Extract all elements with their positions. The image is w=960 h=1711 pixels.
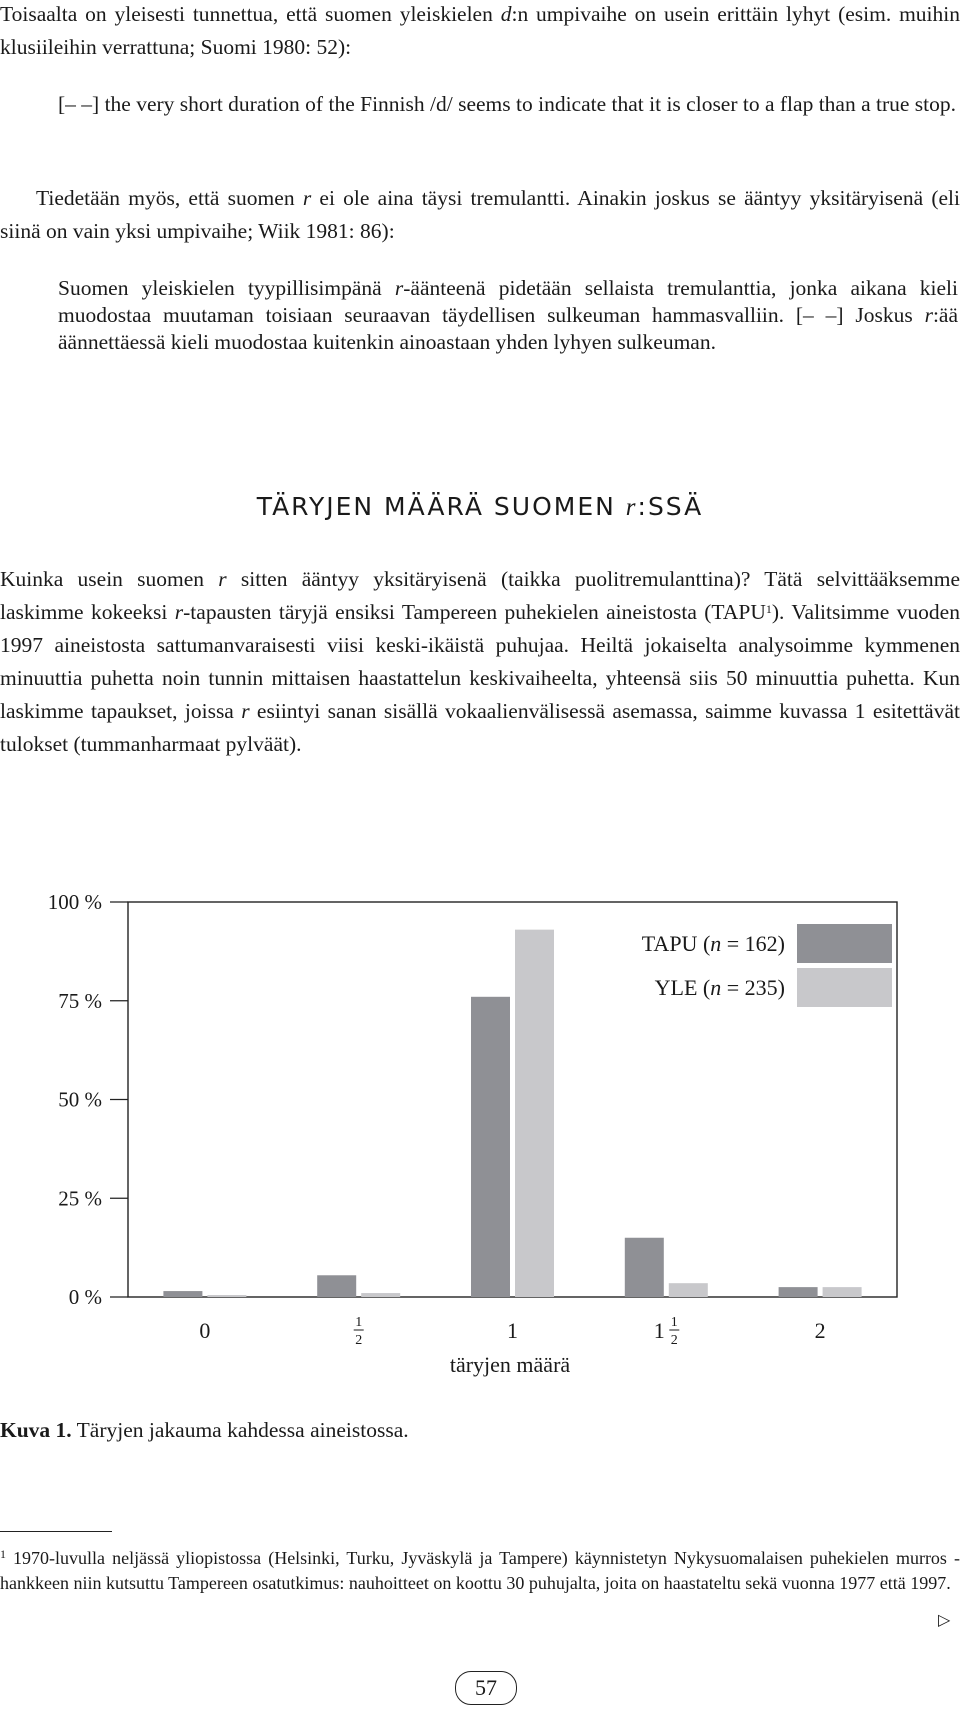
bar: [625, 1238, 664, 1297]
quote-2: Suomen yleiskielen tyypillisimpänä r-äänteenä pidetään sellaista tremulanttia, jonka aikana kieli muodostaa muutaman toisiaan seuraavan täydellisen sulkeuman hammasvalliin. [– –] Joskus r:ää äännettäessä kieli muodostaa kuitenkin ainoastaan yhden lyhyen sulkeuman.: [58, 276, 958, 354]
x-tick-label: [654, 1315, 680, 1348]
svg-text:2: 2: [670, 1333, 678, 1348]
x-axis-label: täryjen määrä: [449, 1352, 571, 1377]
svg-text:2: 2: [814, 1318, 826, 1343]
footnote-ref[interactable]: 1: [765, 602, 772, 616]
footnote: $^1$ 1970-luvulla neljässä yliopistossa (Helsinki, Turku, Jyväskylä ja Tampere) käynnistetyn Nykysuomalaisen puhekielen murros -hankkeen niin kutsuttu Tampereen osatutkimus: nauhoitteet on koottu 30 puhujalta, joita on haastateltu sekä vuonna 1977 että 1997.: [0, 1547, 960, 1593]
svg-text:1: 1: [653, 1318, 665, 1343]
y-tick-label: 100 %: [47, 890, 102, 914]
quote-1: [– –] the very short duration of the Finnish /d/ seems to indicate that it is closer to a flap than a true stop.: [58, 92, 957, 116]
x-tick-label: [354, 1315, 364, 1348]
svg-text:2: 2: [355, 1333, 363, 1348]
bar: [361, 1293, 400, 1297]
paragraph-1: Toisaalta on yleisesti tunnettua, että suomen yleiskielen d:n umpivaihe on usein erittäin lyhyt (esim. muihin klusiileihin verrattuna; Suomi 1980: 52):: [0, 2, 960, 59]
svg-text:1: 1: [507, 1318, 518, 1343]
caption-label: Kuva 1.: [0, 1418, 72, 1442]
svg-text:1: 1: [355, 1315, 363, 1330]
legend-label: YLE (n = 235): [654, 975, 785, 1000]
x-tick-label: [507, 1318, 518, 1343]
x-tick-label: [815, 1318, 826, 1343]
svg-text:0: 0: [199, 1318, 211, 1343]
legend-swatch: [797, 968, 892, 1007]
caption-text: Täryjen jakauma kahdessa aineistossa.: [71, 1418, 409, 1442]
bar: [207, 1295, 246, 1297]
legend-swatch: [797, 924, 892, 963]
bar-chart: [0, 880, 960, 1400]
next-page-arrow-icon[interactable]: ▷: [938, 1610, 951, 1629]
bar: [669, 1283, 708, 1297]
y-tick-label: 0 %: [68, 1285, 102, 1309]
bar: [779, 1287, 818, 1297]
bar: [515, 930, 554, 1297]
section-heading: TÄRYJEN MÄÄRÄ SUOMEN r:SSÄ: [256, 492, 704, 521]
figure-caption: [0, 1418, 409, 1443]
paragraph-2: Tiedetään myös, että suomen r ei ole aina täysi tremulantti. Ainakin joskus se ääntyy yksitäryisenä (eli siinä on vain yksi umpivaihe; Wiik 1981: 86):: [0, 186, 960, 243]
legend-label: TAPU (n = 162): [641, 931, 785, 956]
bar: [163, 1291, 202, 1297]
footnote-mark: 1: [0, 1547, 6, 1561]
y-tick-label: 75 %: [58, 988, 102, 1013]
paragraph-3: Kuinka usein suomen r sitten ääntyy yksitäryisenä (taikka puolitremulanttina)? Tätä selvittääksemme laskimme kokeeksi r-tapausten täryjä ensiksi Tampereen puhekielen aineistosta (TAPU$^1$). Valitsimme vuoden 1997 aineistosta sattumanvaraisesti viisi keski-ikäistä puhujaa. Heiltä jokaiselta analysoimme kymmenen minuuttia puhetta noin tunnin mittaisen haastattelun keskivaiheelta, yhteensä siis 50 minuuttia puhetta. Kun laskimme tapaukset, joissa r esiintyi sanan sisällä vokaalienvälisessä asemassa, saimme kuvassa 1 esitettävät tulokset (tummanharmaat pylväät).: [0, 567, 960, 756]
y-tick-label: 50 %: [58, 1087, 102, 1112]
x-tick-label: [199, 1318, 210, 1343]
bar: [823, 1287, 862, 1297]
page-number: 57: [455, 1671, 517, 1705]
plot-frame: [128, 902, 897, 1297]
footnote-rule: [0, 1531, 112, 1532]
bar: [317, 1275, 356, 1297]
svg-text:1: 1: [670, 1315, 678, 1330]
y-tick-label: 25 %: [58, 1186, 102, 1211]
bar: [471, 997, 510, 1297]
